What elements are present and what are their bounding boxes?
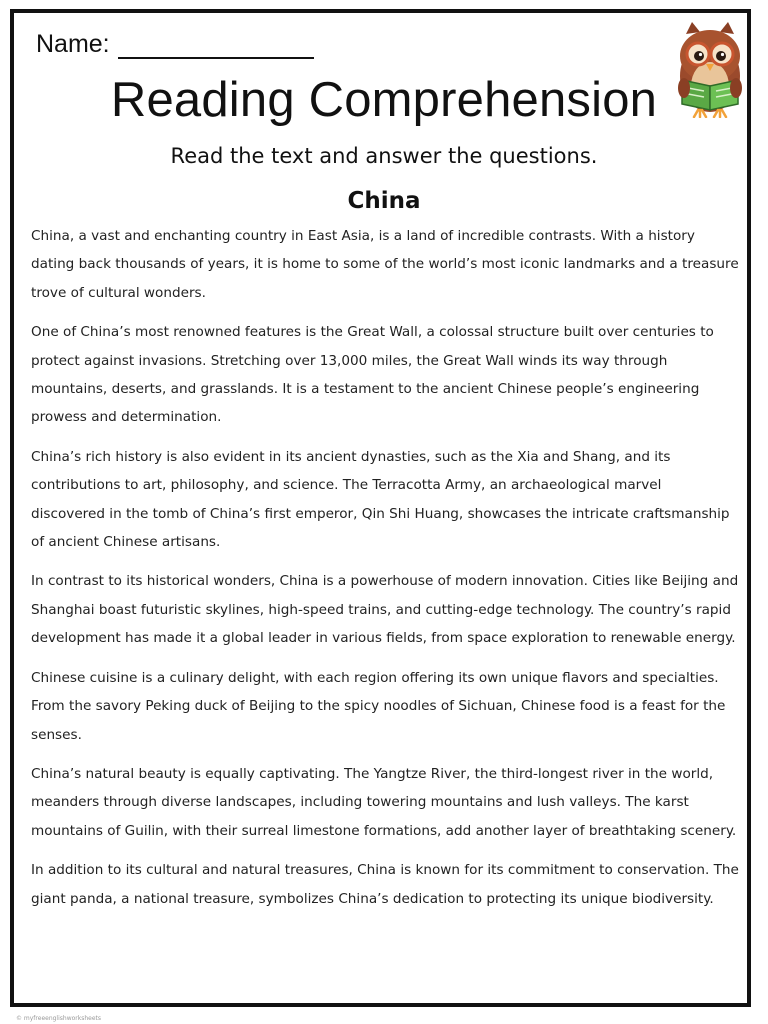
story-title: China <box>347 188 421 214</box>
paragraph: China’s natural beauty is equally captivating. The Yangtze River, the third-longest river in the world, meanders through diverse landscapes, including towering mountains and lush valleys. The karst mountains of Guilin, with their surreal limestone formations, add another layer of breathtaking scenery. <box>31 765 737 839</box>
name-label: Name: <box>36 30 110 58</box>
story-body <box>31 222 739 924</box>
paragraph: Chinese cuisine is a culinary delight, with each region offering its own unique flavors and specialties. From the savory Peking duck of Beijing to the spicy noodles of Sichuan, Chinese food is a feast for the senses. <box>31 669 726 743</box>
paragraph: One of China’s most renowned features is the Great Wall, a colossal structure built over centuries to protect against invasions. Stretching over 13,000 miles, the Great Wall winds its way through mountains, deserts, and grasslands. It is a testament to the ancient Chinese people’s engineering prowess and determination. <box>31 324 714 426</box>
name-blank-line[interactable] <box>118 35 314 59</box>
page-title: Reading Comprehension <box>110 73 658 127</box>
paragraph: China, a vast and enchanting country in East Asia, is a land of incredible contrasts. With a history dating back thousands of years, it is home to some of the world’s most iconic landmarks and a treasure trove of cultural wonders. <box>31 228 739 301</box>
paragraph: China’s rich history is also evident in its ancient dynasties, such as the Xia and Shang, and its contributions to art, philosophy, and science. The Terracotta Army, an archaeological marvel discovered in the tomb of China’s first emperor, Qin Shi Huang, showcases the intricate craftsmanship of ancient Chinese artisans. <box>31 448 730 551</box>
copyright-footer: © myfreeenglishworksheets <box>16 1015 102 1022</box>
instructions: Read the text and answer the questions. <box>170 144 598 168</box>
owl-reading-book-icon <box>672 20 748 118</box>
paragraph: In addition to its cultural and natural treasures, China is known for its commitment to conservation. The giant panda, a national treasure, symbolizes China’s dedication to protecting its unique biodiversity. <box>31 862 739 907</box>
name-field[interactable] <box>36 30 314 59</box>
paragraph: In contrast to its historical wonders, China is a powerhouse of modern innovation. Cities like Beijing and Shanghai boast futuristic skylines, high-speed trains, and cutting-edge technology. The country’s rapid development has made it a global leader in various fields, from space exploration to renewable energy. <box>31 573 739 647</box>
